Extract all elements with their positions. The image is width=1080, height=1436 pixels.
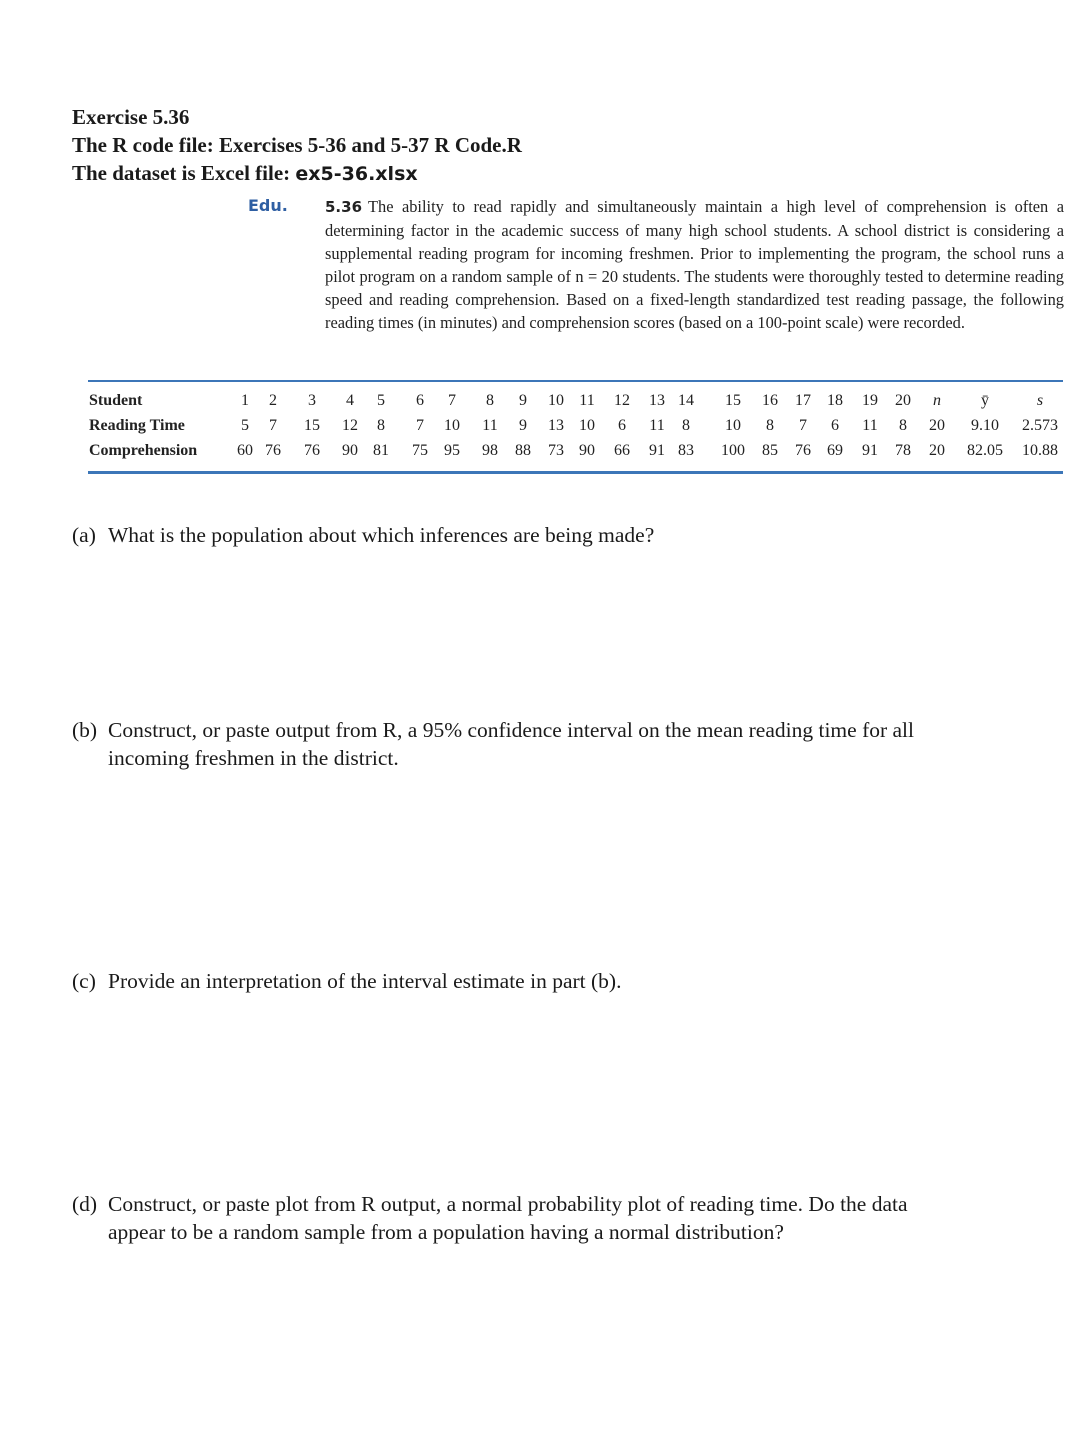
summary-header-cell: n <box>933 392 941 409</box>
question-text: Construct, or paste plot from R output, a normal probability plot of reading time. Do the data <box>108 1192 908 1216</box>
reading-time-cell: 11 <box>862 417 878 434</box>
question-tag: (a) <box>72 523 96 547</box>
student-number-cell: 19 <box>862 392 878 409</box>
student-number-cell: 1 <box>241 392 249 409</box>
problem-category-label: Edu. <box>248 196 288 215</box>
student-number-cell: 5 <box>377 392 385 409</box>
dataset-label: The dataset is Excel file: <box>72 161 296 185</box>
table-top-rule <box>88 380 1063 382</box>
reading-time-cell: 8 <box>377 417 385 434</box>
comprehension-cell: 78 <box>895 442 911 459</box>
student-number-cell: 17 <box>795 392 811 409</box>
reading-time-cell: 8 <box>899 417 907 434</box>
student-number-cell: 7 <box>448 392 456 409</box>
student-number-cell: 3 <box>308 392 316 409</box>
comprehension-summary-cell: 20 <box>929 442 945 459</box>
dataset-line <box>72 159 522 188</box>
student-number-cell: 13 <box>649 392 665 409</box>
reading-time-cell: 8 <box>682 417 690 434</box>
comprehension-cell: 81 <box>373 442 389 459</box>
exercise-title: Exercise 5.36 <box>72 105 190 129</box>
comprehension-cell: 66 <box>614 442 630 459</box>
row-label-comprehension: Comprehension <box>89 442 198 459</box>
comprehension-cell: 91 <box>649 442 665 459</box>
dataset-file-name: ex5-36.xlsx <box>295 163 418 185</box>
reading-time-cell: 10 <box>444 417 460 434</box>
reading-time-cell: 7 <box>269 417 277 434</box>
student-number-cell: 9 <box>519 392 527 409</box>
comprehension-cell: 90 <box>342 442 358 459</box>
question-text: What is the population about which inferences are being made? <box>108 523 655 547</box>
exercise-header <box>72 103 522 188</box>
reading-time-cell: 11 <box>482 417 498 434</box>
question-text: Construct, or paste output from R, a 95% confidence interval on the mean reading time for all <box>108 718 915 742</box>
question-tag: (d) <box>72 1192 98 1216</box>
comprehension-cell: 85 <box>762 442 778 459</box>
reading-summary-cell: 20 <box>929 417 945 434</box>
student-number-cell: 10 <box>548 392 564 409</box>
question-c <box>72 967 1032 995</box>
student-number-cell: 14 <box>678 392 694 409</box>
reading-time-cell: 10 <box>725 417 741 434</box>
comprehension-cell: 76 <box>304 442 320 459</box>
question-tag: (b) <box>72 718 98 742</box>
reading-time-cell: 13 <box>548 417 564 434</box>
reading-time-cell: 5 <box>241 417 249 434</box>
student-number-cell: 12 <box>614 392 630 409</box>
comprehension-cell: 100 <box>721 442 745 459</box>
comprehension-cell: 69 <box>827 442 843 459</box>
question-d <box>72 1190 1032 1246</box>
student-number-cell: 11 <box>579 392 595 409</box>
reading-time-cell: 8 <box>766 417 774 434</box>
r-code-file-label: The R code file: Exercises 5-36 and 5-37 R Code.R <box>72 133 522 157</box>
student-number-cell: 8 <box>486 392 494 409</box>
reading-time-cell: 6 <box>618 417 626 434</box>
summary-header-cell: ȳ <box>981 392 989 409</box>
reading-time-cell: 10 <box>579 417 595 434</box>
student-number-cell: 4 <box>346 392 354 409</box>
comprehension-summary-cell: 82.05 <box>967 442 1003 459</box>
question-b <box>72 716 1032 772</box>
student-number-cell: 2 <box>269 392 277 409</box>
row-label-reading-time: Reading Time <box>89 417 185 434</box>
comprehension-cell: 60 <box>237 442 253 459</box>
question-a <box>72 521 1032 549</box>
reading-time-cell: 7 <box>799 417 807 434</box>
reading-time-cell: 7 <box>416 417 424 434</box>
comprehension-summary-cell: 10.88 <box>1022 442 1058 459</box>
comprehension-cell: 76 <box>795 442 811 459</box>
problem-number: 5.36 <box>325 198 363 216</box>
question-text-continued: appear to be a random sample from a population having a normal distribution? <box>108 1220 784 1244</box>
question-tag: (c) <box>72 969 96 993</box>
comprehension-cell: 91 <box>862 442 878 459</box>
question-text: Provide an interpretation of the interval estimate in part (b). <box>108 969 622 993</box>
comprehension-cell: 88 <box>515 442 531 459</box>
reading-summary-cell: 2.573 <box>1022 417 1058 434</box>
problem-statement <box>325 195 1064 334</box>
student-number-cell: 20 <box>895 392 911 409</box>
comprehension-cell: 83 <box>678 442 694 459</box>
reading-time-cell: 12 <box>342 417 358 434</box>
student-number-cell: 15 <box>725 392 741 409</box>
reading-time-cell: 6 <box>831 417 839 434</box>
problem-text: The ability to read rapidly and simultaneously maintain a high level of comprehension is often a determining factor in the academic success of many high school students. A school district is considering a supplemental reading program for incoming freshmen. Prior to implementing the program, the school runs a pilot program on a random sample of n = 20 students. The students were thoroughly tested to determine reading speed and reading comprehension. Based on a fixed-length standardized test reading passage, the following reading times (in minutes) and comprehension scores (based on a 100-point scale) were recorded. <box>325 197 1064 332</box>
table-bottom-rule <box>88 471 1063 474</box>
reading-time-cell: 9 <box>519 417 527 434</box>
comprehension-cell: 98 <box>482 442 498 459</box>
comprehension-cell: 76 <box>265 442 281 459</box>
reading-time-cell: 15 <box>304 417 320 434</box>
comprehension-cell: 75 <box>412 442 428 459</box>
student-number-cell: 6 <box>416 392 424 409</box>
reading-summary-cell: 9.10 <box>971 417 999 434</box>
comprehension-cell: 73 <box>548 442 564 459</box>
reading-time-cell: 11 <box>649 417 665 434</box>
comprehension-cell: 95 <box>444 442 460 459</box>
student-number-cell: 16 <box>762 392 778 409</box>
row-label-student: Student <box>89 392 143 409</box>
question-text-continued: incoming freshmen in the district. <box>108 746 399 770</box>
student-number-cell: 18 <box>827 392 843 409</box>
comprehension-cell: 90 <box>579 442 595 459</box>
summary-header-cell: s <box>1036 392 1044 409</box>
